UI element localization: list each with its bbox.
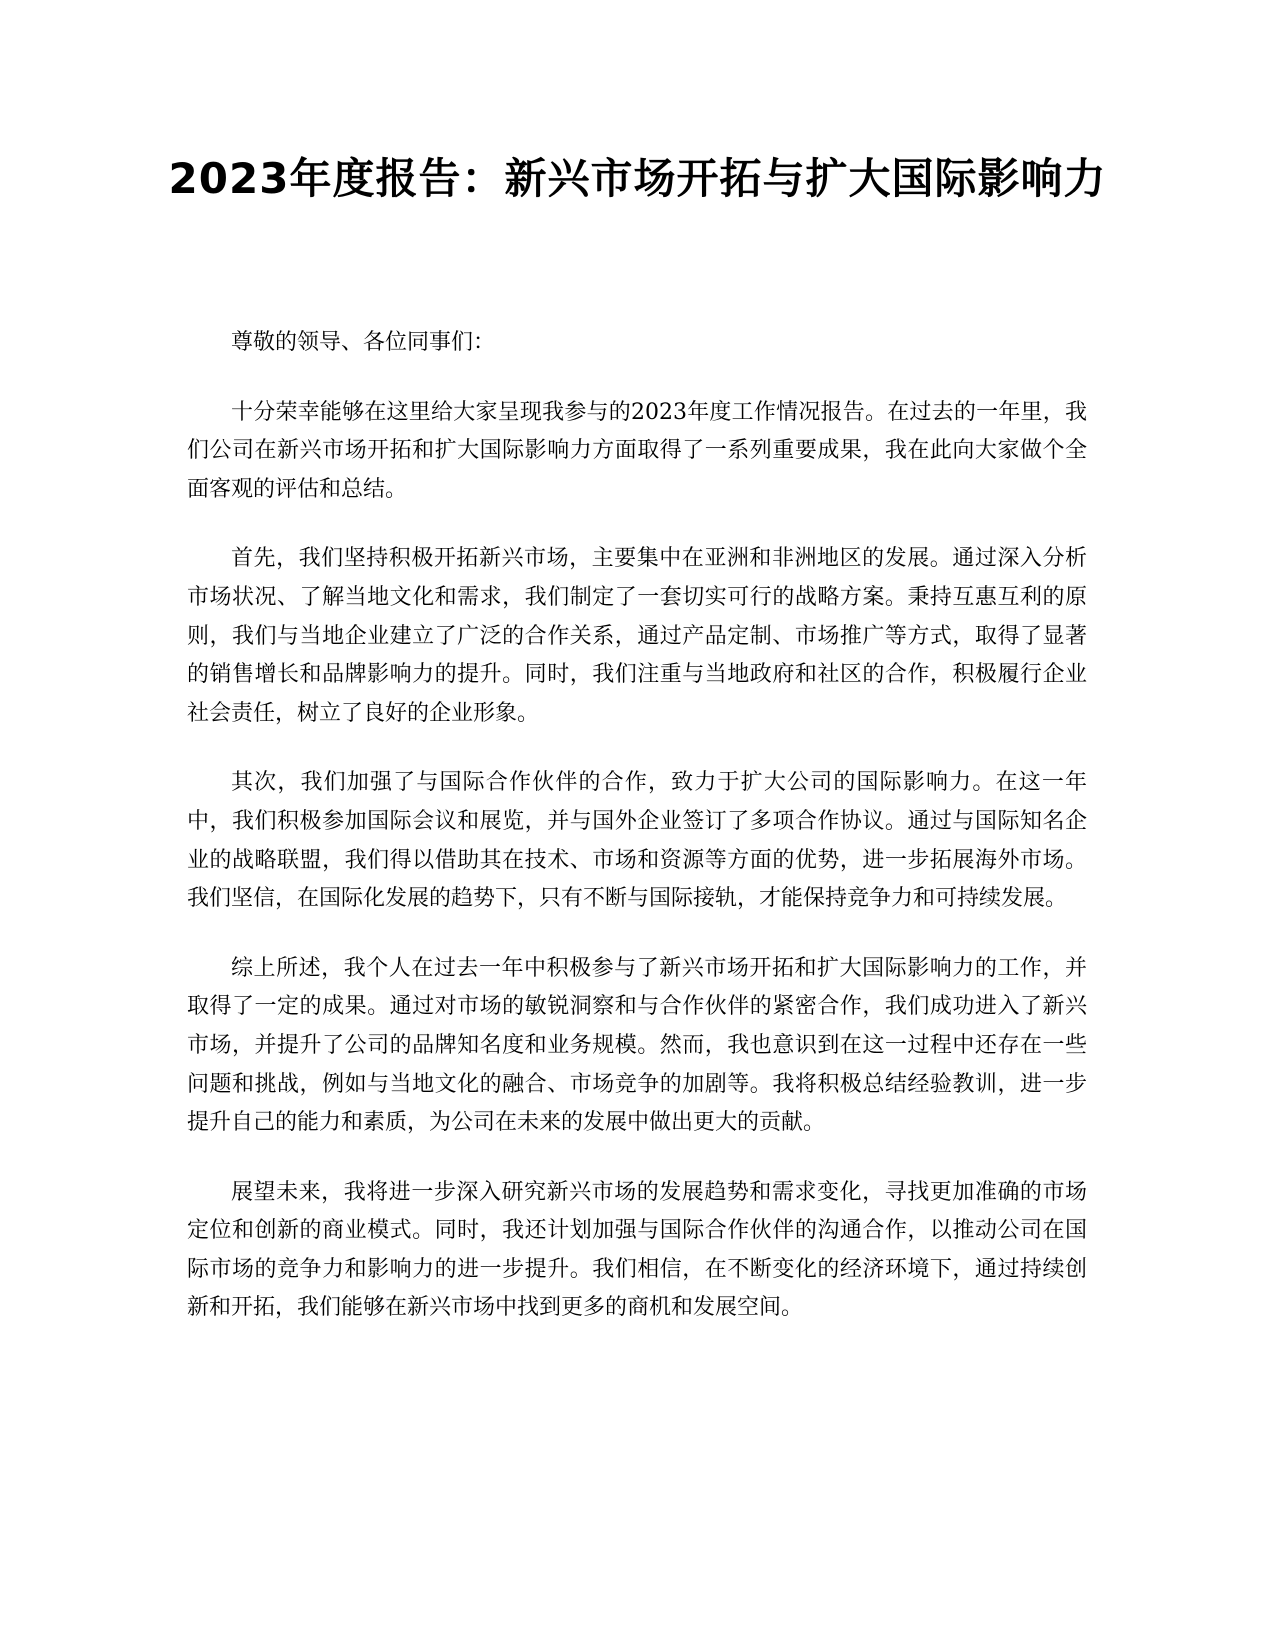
paragraph-intro: 十分荣幸能够在这里给大家呈现我参与的2023年度工作情况报告。在过去的一年里，我们公司在新兴市场开拓和扩大国际影响力方面取得了一系列重要成果，我在此向大家做个全面客观的评估和总结。 xyxy=(187,399,1087,502)
document-body xyxy=(187,324,1087,1359)
salutation: 尊敬的领导、各位同事们： xyxy=(231,330,496,355)
paragraph-international-partners: 其次，我们加强了与国际合作伙伴的合作，致力于扩大公司的国际影响力。在这一年中，我们积极参加国际会议和展览，并与国外企业签订了多项合作协议。通过与国际知名企业的战略联盟，我们得以借助其在技术、市场和资源等方面的优势，进一步拓展海外市场。我们坚信，在国际化发展的趋势下，只有不断与国际接轨，才能保持竞争力和可持续发展。 xyxy=(187,770,1087,912)
paragraph-outlook: 展望未来，我将进一步深入研究新兴市场的发展趋势和需求变化，寻找更加准确的市场定位和创新的商业模式。同时，我还计划加强与国际合作伙伴的沟通合作，以推动公司在国际市场的竞争力和影响力的进一步提升。我们相信，在不断变化的经济环境下，通过持续创新和开拓，我们能够在新兴市场中找到更多的商机和发展空间。 xyxy=(187,1179,1087,1321)
document-title: 2023年度报告：新兴市场开拓与扩大国际影响力 xyxy=(168,154,1107,203)
paragraph-summary: 综上所述，我个人在过去一年中积极参与了新兴市场开拓和扩大国际影响力的工作，并取得了一定的成果。通过对市场的敏锐洞察和与合作伙伴的紧密合作，我们成功进入了新兴市场，并提升了公司的品牌知名度和业务规模。然而，我也意识到在这一过程中还存在一些问题和挑战，例如与当地文化的融合、市场竞争的加剧等。我将积极总结经验教训，进一步提升自己的能力和素质，为公司在未来的发展中做出更大的贡献。 xyxy=(187,955,1087,1136)
paragraph-emerging-markets: 首先，我们坚持积极开拓新兴市场，主要集中在亚洲和非洲地区的发展。通过深入分析市场状况、了解当地文化和需求，我们制定了一套切实可行的战略方案。秉持互惠互利的原则，我们与当地企业建立了广泛的合作关系，通过产品定制、市场推广等方式，取得了显著的销售增长和品牌影响力的提升。同时，我们注重与当地政府和社区的合作，积极履行企业社会责任，树立了良好的企业形象。 xyxy=(187,546,1087,726)
